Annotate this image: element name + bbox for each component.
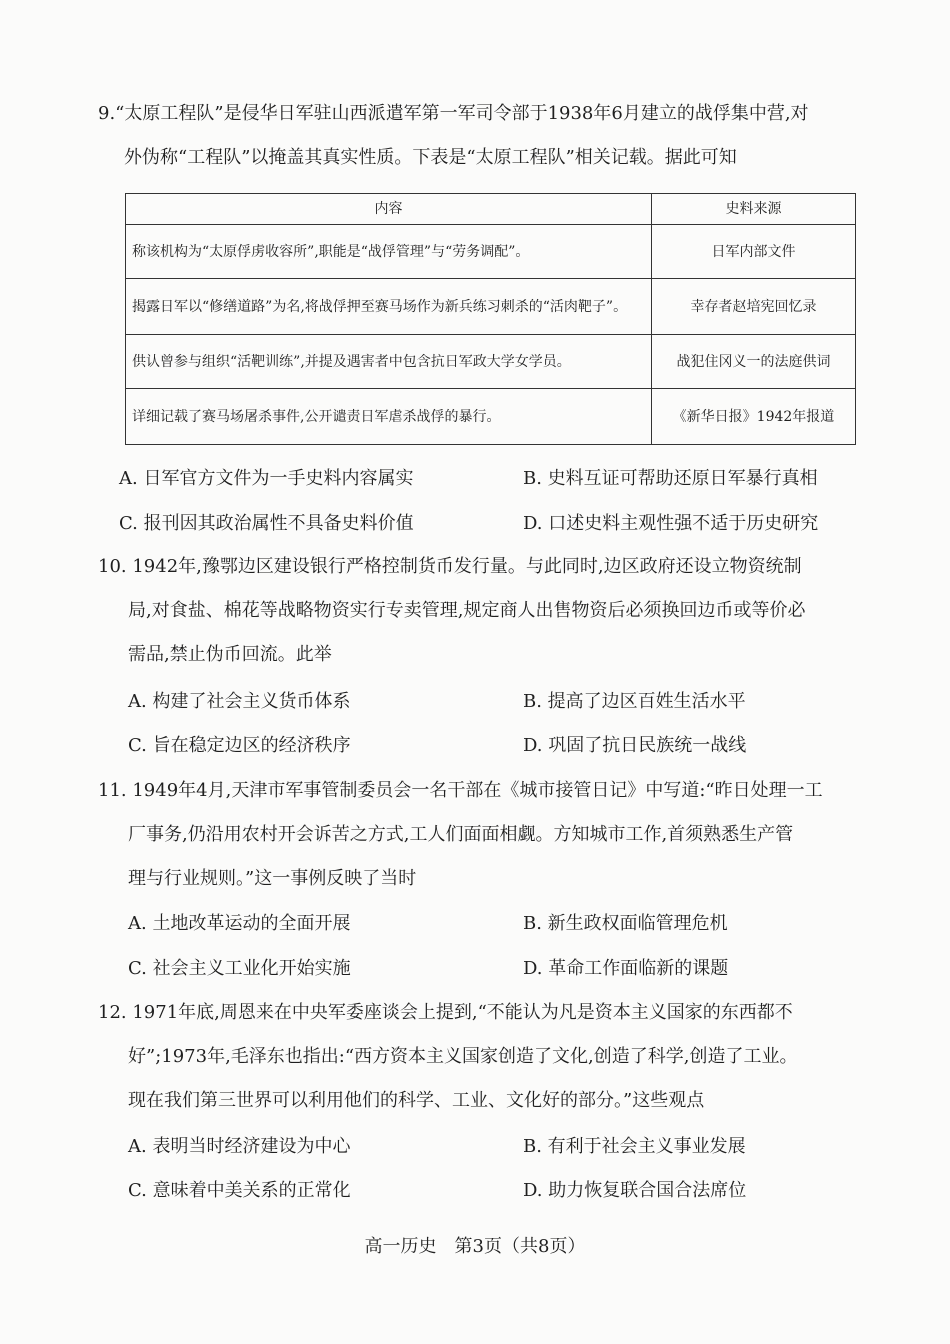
row-2-source: 幸存者赵培宪回忆录 xyxy=(652,279,856,335)
question-10-stem xyxy=(98,545,864,677)
source-table xyxy=(125,193,856,445)
q9-option-b[interactable]: B. 史料互证可帮助还原日军暴行真相 xyxy=(523,468,818,489)
q12-option-b[interactable]: B. 有利于社会主义事业发展 xyxy=(523,1136,746,1157)
question-11-line-3: 理与行业规则。”这一事例反映了当时 xyxy=(128,868,417,889)
table-row xyxy=(126,335,856,389)
table-row xyxy=(126,279,856,335)
question-9-line-2: 外伪称“工程队”以掩盖其真实性质。下表是“太原工程队”相关记载。据此可知 xyxy=(124,147,737,168)
q11-option-a[interactable]: A. 土地改革运动的全面开展 xyxy=(128,913,351,934)
question-9-line-1: 9.“太原工程队”是侵华日军驻山西派遣军第一军司令部于1938年6月建立的战俘集中营,对 xyxy=(98,103,809,124)
question-11-line-2: 厂事务,仍沿用农村开会诉苦之方式,工人们面面相觑。方知城市工作,首须熟悉生产管 xyxy=(128,824,794,845)
q10-option-d[interactable]: D. 巩固了抗日民族统一战线 xyxy=(523,735,747,756)
row-2-content: 揭露日军以“修缮道路”为名,将战俘押至赛马场作为新兵练习刺杀的“活肉靶子”。 xyxy=(126,279,652,335)
row-3-content: 供认曾参与组织“活靶训练”,并提及遇害者中包含抗日军政大学女学员。 xyxy=(126,335,652,389)
q11-option-c[interactable]: C. 社会主义工业化开始实施 xyxy=(128,958,351,979)
question-10-line-2: 局,对食盐、棉花等战略物资实行专卖管理,规定商人出售物资后必须换回边币或等价必 xyxy=(128,600,806,621)
row-4-content: 详细记载了赛马场屠杀事件,公开谴责日军虐杀战俘的暴行。 xyxy=(126,389,652,445)
q12-option-a[interactable]: A. 表明当时经济建设为中心 xyxy=(128,1136,351,1157)
table-row xyxy=(126,389,856,445)
row-1-content: 称该机构为“太原俘虏收容所”,职能是“战俘管理”与“劳务调配”。 xyxy=(126,225,652,279)
page-footer: 高一历史 第3页（共8页） xyxy=(364,1236,586,1257)
q12-option-d[interactable]: D. 助力恢复联合国合法席位 xyxy=(523,1180,747,1201)
question-9-stem xyxy=(98,92,864,180)
row-4-source: 《新华日报》1942年报道 xyxy=(652,389,856,445)
row-3-source: 战犯住冈义一的法庭供词 xyxy=(652,335,856,389)
table-row xyxy=(126,225,856,279)
question-11-line-1: 11. 1949年4月,天津市军事管制委员会一名干部在《城市接管日记》中写道:“昨日处理一工 xyxy=(98,780,823,801)
q11-option-b[interactable]: B. 新生政权面临管理危机 xyxy=(523,913,728,934)
question-12-line-1: 12. 1971年底,周恩来在中央军委座谈会上提到,“不能认为凡是资本主义国家的东西都不 xyxy=(98,1002,793,1023)
q11-option-d[interactable]: D. 革命工作面临新的课题 xyxy=(523,958,729,979)
table-header-row xyxy=(126,194,856,225)
question-10-line-1: 10. 1942年,豫鄂边区建设银行严格控制货币发行量。与此同时,边区政府还设立物资统制 xyxy=(98,556,802,577)
question-10-line-3: 需品,禁止伪币回流。此举 xyxy=(128,644,332,665)
row-1-source: 日军内部文件 xyxy=(652,225,856,279)
question-12-stem xyxy=(98,991,864,1123)
header-content: 内容 xyxy=(126,194,652,225)
q9-option-c[interactable]: C. 报刊因其政治属性不具备史料价值 xyxy=(119,513,414,534)
question-12-line-2: 好”;1973年,毛泽东也指出:“西方资本主义国家创造了文化,创造了科学,创造了工业。 xyxy=(128,1046,798,1067)
q12-option-c[interactable]: C. 意味着中美关系的正常化 xyxy=(128,1180,351,1201)
q10-option-a[interactable]: A. 构建了社会主义货币体系 xyxy=(128,691,351,712)
question-11-stem xyxy=(98,769,864,901)
q10-option-b[interactable]: B. 提高了边区百姓生活水平 xyxy=(523,691,746,712)
q9-option-d[interactable]: D. 口述史料主观性强不适于历史研究 xyxy=(523,513,819,534)
q9-option-a[interactable]: A. 日军官方文件为一手史料内容属实 xyxy=(119,468,414,489)
q10-option-c[interactable]: C. 旨在稳定边区的经济秩序 xyxy=(128,735,351,756)
header-source: 史料来源 xyxy=(652,194,856,225)
question-12-line-3: 现在我们第三世界可以利用他们的科学、工业、文化好的部分。”这些观点 xyxy=(128,1090,705,1111)
